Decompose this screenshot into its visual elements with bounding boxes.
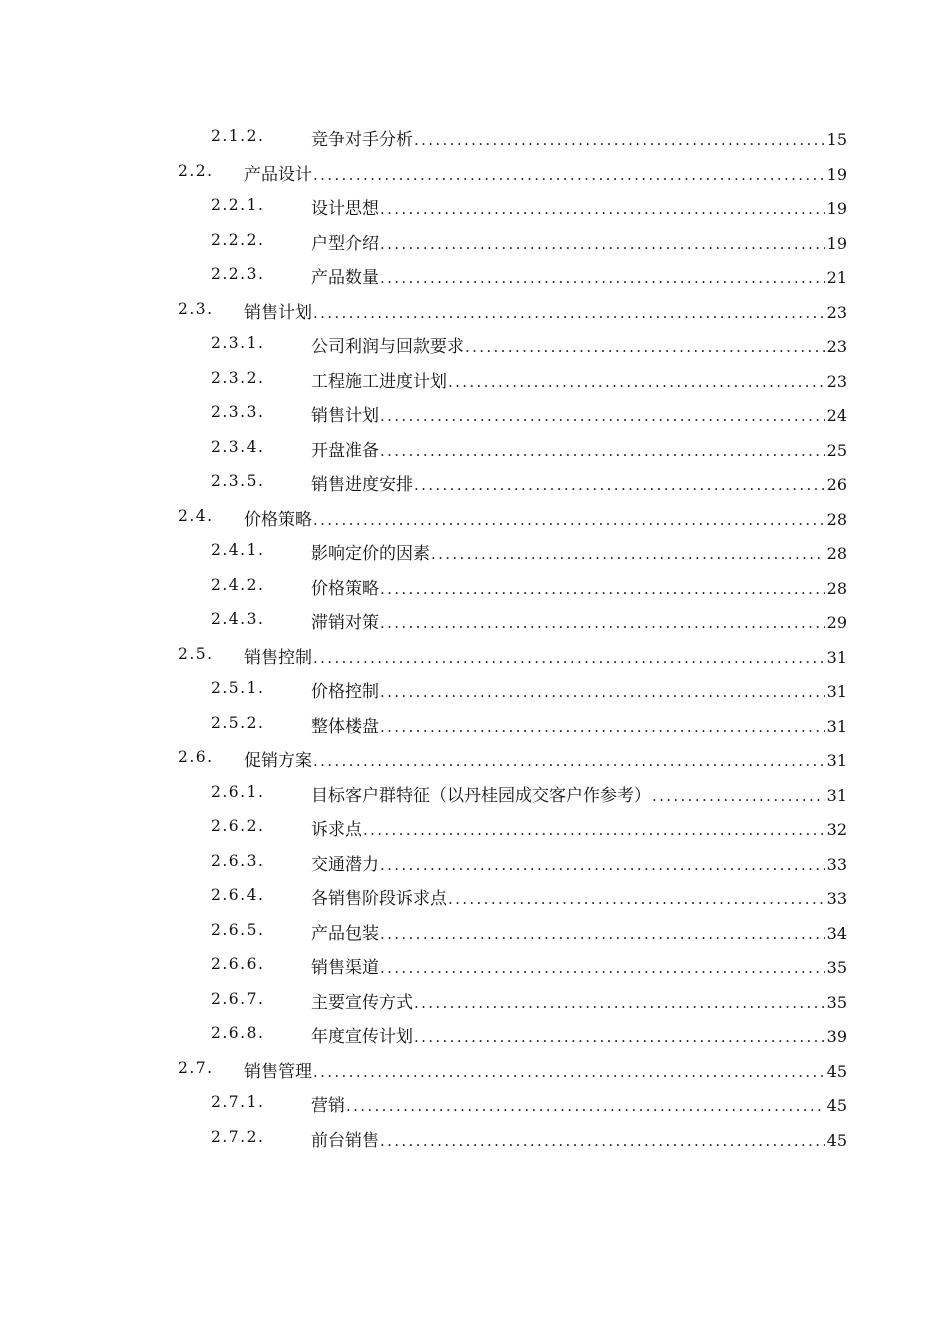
toc-entry-number: 2.6.3. [211, 851, 265, 870]
toc-page-number: 21 [826, 268, 847, 287]
toc-entry-title: 价格策略 [311, 578, 379, 599]
toc-entry-title: 产品包装 [311, 923, 379, 944]
toc-page-number: 45 [826, 1061, 847, 1081]
toc-page-number: 19 [826, 164, 847, 184]
toc-entry[interactable] [0, 880, 950, 915]
toc-entry-number: 2.7.1. [211, 1093, 265, 1111]
toc-entry-title: 公司利润与回款要求 [311, 337, 464, 357]
toc-entry-number: 2.2.2. [211, 230, 265, 249]
toc-entry[interactable] [0, 466, 950, 501]
toc-page-number: 31 [826, 716, 847, 736]
toc-entry-title: 价格策略 [244, 509, 312, 530]
toc-dot-leader [380, 856, 825, 874]
toc-entry-number: 2.6.5. [211, 920, 265, 939]
toc-page-number: 23 [826, 302, 847, 322]
toc-entry-body [311, 815, 847, 840]
toc-entry-title: 产品设计 [244, 164, 312, 185]
toc-page-number: 33 [826, 854, 847, 874]
toc-entry-number: 2.3.2. [211, 368, 265, 387]
toc-entry-number: 2.3.1. [211, 334, 265, 352]
toc-dot-leader [380, 407, 825, 425]
toc-entry-title: 整体楼盘 [311, 716, 379, 737]
toc-page-number: 24 [826, 406, 847, 425]
toc-entry-number: 2.4.2. [211, 575, 265, 594]
toc-entry[interactable] [0, 1018, 950, 1053]
toc-entry-title: 营销 [311, 1096, 345, 1116]
toc-entry[interactable] [0, 121, 950, 156]
toc-entry-title: 主要宣传方式 [311, 992, 413, 1013]
toc-dot-leader [414, 994, 825, 1012]
toc-entry-body [311, 608, 847, 633]
toc-entry-body [311, 332, 847, 357]
toc-entry-body [311, 781, 847, 806]
toc-entry-body [244, 746, 847, 771]
toc-entry-title: 销售进度安排 [311, 475, 413, 495]
toc-entry-title: 各销售阶段诉求点 [311, 889, 447, 909]
toc-entry[interactable] [0, 190, 950, 225]
toc-entry-number: 2.2.1. [211, 196, 265, 214]
toc-entry[interactable] [0, 1122, 950, 1157]
toc-page-number: 19 [826, 199, 847, 218]
toc-entry[interactable] [0, 1087, 950, 1122]
toc-entry[interactable] [0, 259, 950, 294]
toc-entry[interactable] [0, 846, 950, 881]
toc-entry-number: 2.3. [178, 299, 214, 318]
toc-dot-leader [380, 925, 825, 943]
toc-page-number: 31 [826, 751, 847, 770]
toc-page-number: 15 [826, 130, 847, 149]
toc-entry-body [311, 263, 847, 288]
toc-entry[interactable] [0, 949, 950, 984]
toc-entry-body [311, 1091, 847, 1116]
toc-dot-leader [313, 166, 825, 184]
toc-entry-body [311, 953, 847, 978]
toc-entry-body [311, 1126, 847, 1151]
toc-entry-body [311, 712, 847, 737]
toc-dot-leader [380, 200, 825, 218]
toc-entry-body [311, 470, 847, 495]
toc-dot-leader [346, 1097, 825, 1115]
toc-entry[interactable] [0, 156, 950, 191]
toc-entry-title: 设计思想 [311, 199, 379, 219]
toc-entry-number: 2.5. [178, 644, 214, 663]
toc-dot-leader [414, 476, 825, 494]
toc-page-number: 26 [826, 475, 847, 494]
toc-entry-body [311, 884, 847, 909]
toc-dot-leader [380, 580, 825, 598]
toc-dot-leader [465, 338, 825, 356]
toc-dot-leader [363, 821, 825, 839]
toc-entry-body [244, 298, 847, 323]
toc-entry-number: 2.4.3. [211, 610, 265, 628]
toc-page-number: 35 [826, 992, 847, 1012]
toc-entry-number: 2.3.5. [211, 472, 265, 490]
toc-page-number: 45 [826, 1130, 847, 1150]
toc-entry-body [244, 160, 847, 185]
toc-entry[interactable] [0, 708, 950, 743]
toc-entry-body [244, 1057, 847, 1082]
toc-entry-number: 2.1.2. [211, 127, 265, 145]
toc-entry-body [311, 125, 847, 150]
toc-entry-title: 销售计划 [311, 406, 379, 426]
toc-entry-number: 2.7. [178, 1058, 214, 1077]
toc-entry-title: 促销方案 [244, 751, 312, 771]
toc-page-number: 28 [826, 544, 847, 563]
toc-entry-title: 销售计划 [244, 302, 312, 323]
toc-entry-title: 诉求点 [311, 820, 362, 840]
toc-entry[interactable] [0, 397, 950, 432]
toc-entry-title: 工程施工进度计划 [311, 371, 447, 392]
toc-entry-title: 目标客户群特征（以丹桂园成交客户作参考） [311, 785, 651, 806]
toc-entry-body [311, 574, 847, 599]
toc-entry-title: 产品数量 [311, 268, 379, 288]
toc-page-number: 33 [826, 889, 847, 908]
toc-page-number: 31 [826, 785, 847, 805]
toc-entry-body [311, 1022, 847, 1047]
toc-entry-body [311, 539, 847, 564]
toc-entry-body [311, 919, 847, 944]
toc-entry-number: 2.4. [178, 506, 214, 525]
toc-dot-leader [380, 269, 825, 287]
toc-entry-number: 2.5.2. [211, 713, 265, 732]
toc-entry-body [311, 401, 847, 426]
toc-page-number: 23 [826, 371, 847, 391]
toc-entry[interactable] [0, 639, 950, 674]
toc-entry-number: 2.6.7. [211, 989, 265, 1008]
toc-entry[interactable] [0, 984, 950, 1019]
toc-entry-body [311, 988, 847, 1013]
toc-entry[interactable] [0, 535, 950, 570]
toc-entry[interactable] [0, 811, 950, 846]
toc-entry-number: 2.6.8. [211, 1024, 265, 1042]
toc-entry-title: 销售渠道 [311, 958, 379, 978]
toc-entry[interactable] [0, 363, 950, 398]
toc-page-number: 28 [826, 578, 847, 598]
toc-dot-leader [652, 787, 825, 805]
toc-page-number: 31 [826, 682, 847, 701]
toc-dot-leader [448, 373, 825, 391]
toc-entry-number: 2.6.2. [211, 817, 265, 835]
toc-page-number: 19 [826, 233, 847, 253]
toc-entry-title: 价格控制 [311, 682, 379, 702]
toc-page-number: 23 [826, 337, 847, 356]
toc-dot-leader [380, 683, 825, 701]
toc-dot-leader [313, 752, 825, 770]
toc-page-number: 39 [826, 1027, 847, 1046]
toc-entry-number: 2.6.6. [211, 955, 265, 973]
toc-entry-title: 开盘准备 [311, 440, 379, 461]
toc-entry-title: 年度宣传计划 [311, 1027, 413, 1047]
toc-entry[interactable] [0, 742, 950, 777]
toc-page-number: 32 [826, 820, 847, 839]
toc-entry[interactable] [0, 501, 950, 536]
toc-entry[interactable] [0, 294, 950, 329]
toc-entry-body [311, 677, 847, 702]
toc-entry-number: 2.2.3. [211, 265, 265, 283]
toc-entry[interactable] [0, 915, 950, 950]
toc-entry-title: 户型介绍 [311, 233, 379, 254]
toc-entry[interactable] [0, 777, 950, 812]
toc-entry[interactable] [0, 570, 950, 605]
toc-dot-leader [313, 1063, 825, 1081]
toc-dot-leader [380, 614, 825, 632]
toc-page-number: 34 [826, 923, 847, 943]
toc-entry-body [311, 436, 847, 461]
toc-page-number: 35 [826, 958, 847, 977]
toc-entry-number: 2.3.4. [211, 437, 265, 456]
toc-entry-number: 2.4.1. [211, 541, 265, 559]
toc-entry-number: 2.7.2. [211, 1127, 265, 1146]
toc-entry-number: 2.2. [178, 161, 214, 180]
toc-dot-leader [313, 649, 825, 667]
toc-entry-title: 销售控制 [244, 647, 312, 668]
toc-dot-leader [380, 718, 825, 736]
toc-entry-title: 交通潜力 [311, 854, 379, 875]
toc-dot-leader [380, 442, 825, 460]
toc-dot-leader [313, 304, 825, 322]
toc-dot-leader [448, 890, 825, 908]
toc-dot-leader [380, 959, 825, 977]
toc-entry[interactable] [0, 673, 950, 708]
toc-entry[interactable] [0, 328, 950, 363]
toc-entry[interactable] [0, 1053, 950, 1088]
toc-page-number: 25 [826, 440, 847, 460]
toc-page-number: 28 [826, 509, 847, 529]
toc-entry-title: 前台销售 [311, 1130, 379, 1151]
toc-entry-number: 2.6.4. [211, 886, 265, 904]
toc-entry-title: 竞争对手分析 [311, 130, 413, 150]
toc-entry[interactable] [0, 225, 950, 260]
table-of-contents [0, 121, 950, 1156]
toc-entry-body [311, 850, 847, 875]
toc-entry-body [311, 367, 847, 392]
toc-page-number: 29 [826, 613, 847, 632]
toc-entry-number: 2.5.1. [211, 679, 265, 697]
toc-entry-body [244, 643, 847, 668]
toc-entry[interactable] [0, 432, 950, 467]
toc-entry-body [244, 505, 847, 530]
toc-dot-leader [380, 1132, 825, 1150]
toc-dot-leader [414, 1028, 825, 1046]
toc-entry[interactable] [0, 604, 950, 639]
toc-entry-number: 2.6. [178, 748, 214, 766]
toc-dot-leader [380, 235, 825, 253]
toc-dot-leader [313, 511, 825, 529]
toc-entry-number: 2.3.3. [211, 403, 265, 421]
toc-entry-number: 2.6.1. [211, 782, 265, 801]
toc-page-number: 31 [826, 647, 847, 667]
toc-page-number: 45 [826, 1096, 847, 1115]
toc-entry-title: 销售管理 [244, 1061, 312, 1082]
toc-dot-leader [414, 131, 825, 149]
toc-entry-title: 滞销对策 [311, 613, 379, 633]
toc-entry-body [311, 194, 847, 219]
toc-entry-body [311, 229, 847, 254]
toc-dot-leader [431, 545, 825, 563]
toc-entry-title: 影响定价的因素 [311, 544, 430, 564]
